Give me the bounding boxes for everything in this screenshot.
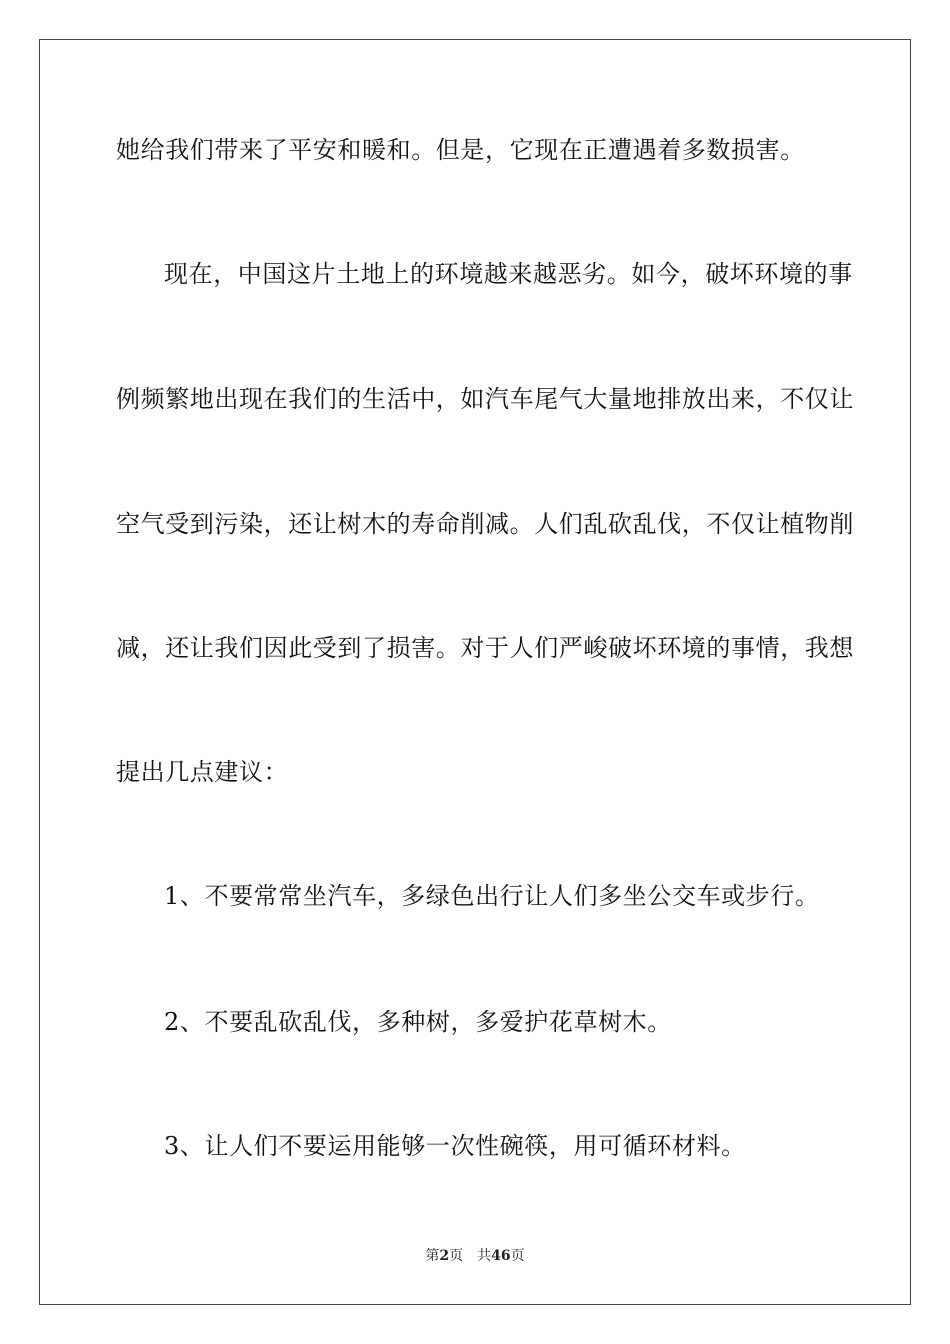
text-line-3: 例频繁地出现在我们的生活中，如汽车尾气大量地排放出来，不仅让 [116, 385, 854, 413]
list-item-3: 3、让人们不要运用能够一次性碗筷，用可循环材料。 [164, 1132, 746, 1160]
footer-page-prefix: 第 [425, 1248, 440, 1264]
footer-total-suffix: 页 [510, 1248, 525, 1264]
page-border [39, 39, 911, 1305]
text-line-2: 现在，中国这片土地上的环境越来越恶劣。如今，破坏环境的事 [164, 260, 853, 288]
footer-page-suffix: 页 [449, 1248, 464, 1264]
text-line-4: 空气受到污染，还让树木的寿命削减。人们乱砍乱伐，不仅让植物削 [116, 510, 854, 538]
text-line-6: 提出几点建议： [116, 758, 289, 786]
text-line-1: 她给我们带来了平安和暖和。但是，它现在正遭遇着多数损害。 [116, 136, 805, 164]
list-item-1: 1、不要常常坐汽车，多绿色出行让人们多坐公交车或步行。 [164, 882, 820, 910]
footer-total-pages: 46 [491, 1248, 511, 1264]
footer-total-prefix: 共 [477, 1248, 492, 1264]
list-item-2: 2、不要乱砍乱伐，多种树，多爱护花草树木。 [164, 1008, 672, 1036]
text-line-5: 减，还让我们因此受到了损害。对于人们严峻破坏环境的事情，我想 [116, 634, 854, 662]
footer-page-number: 2 [439, 1248, 450, 1264]
page-footer [0, 1247, 950, 1265]
